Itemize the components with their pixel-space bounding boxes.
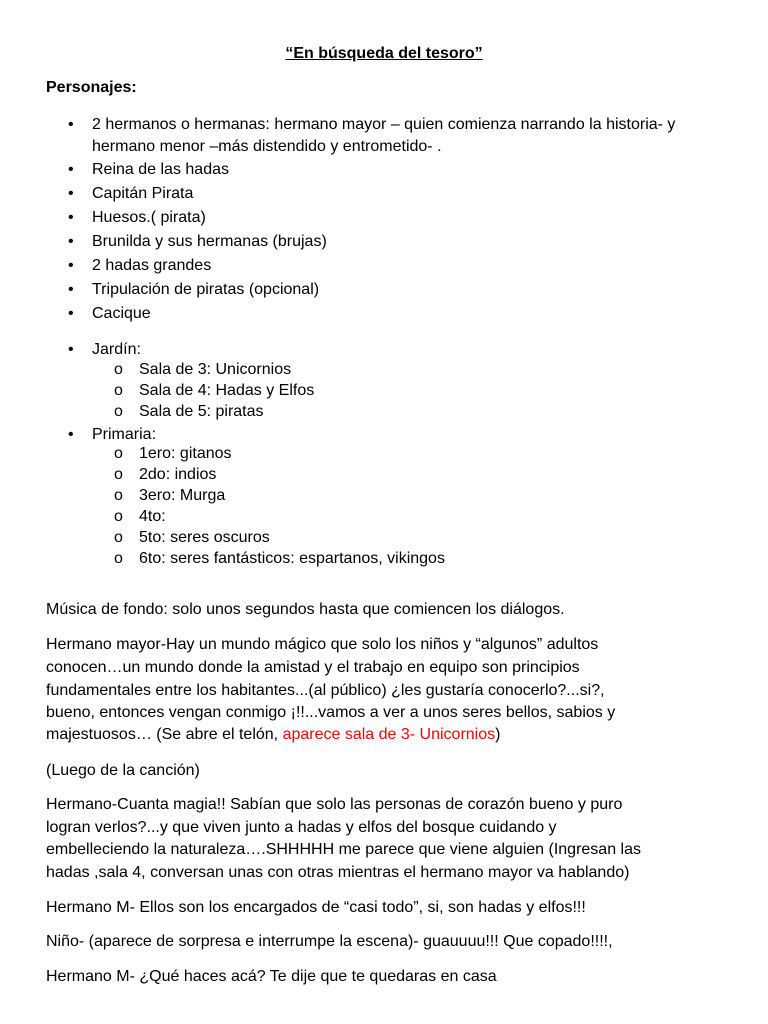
bullet-icon: • (68, 185, 74, 202)
text-line (46, 724, 726, 747)
list-item: Capitán Pirata (92, 185, 194, 202)
list-item: Brunilda y sus hermanas (brujas) (92, 233, 327, 250)
list-item: Huesos.( pirata) (92, 209, 206, 226)
bullet-icon: • (68, 116, 74, 133)
paragraph-fairies-elves: Hermano M- Ellos son los encargados de “casi todo”, si, son hadas y elfos!!! (46, 899, 586, 916)
text-line: conocen…un mundo donde la amistad y el trabajo en equipo son principios (46, 659, 580, 676)
sub-list-item: Sala de 5: piratas (139, 403, 264, 420)
bullet-icon: • (68, 341, 74, 358)
list-item: Cacique (92, 305, 151, 322)
bullet-icon: • (68, 426, 74, 443)
text-line: fundamentales entre los habitantes...(al público) ¿les gustaría conocerlo?...si?, (46, 682, 605, 699)
sub-list-item: 3ero: Murga (139, 487, 226, 504)
highlighted-stage-direction: aparece sala de 3- Unicornios (282, 726, 496, 743)
sub-bullet-icon: o (114, 466, 123, 483)
group-label: Jardín: (92, 341, 141, 358)
sub-list-item: Sala de 3: Unicornios (139, 361, 292, 378)
sub-list-item: 6to: seres fantásticos: espartanos, vikingos (139, 550, 445, 567)
sub-bullet-icon: o (114, 508, 123, 525)
sub-list-item: 4to: (139, 508, 166, 525)
group-label: Primaria: (92, 426, 157, 443)
paragraph-child-interrupts: Niño- (aparece de sorpresa e interrumpe la escena)- guauuuu!!! Que copado!!!!, (46, 933, 613, 950)
sub-bullet-icon: o (114, 403, 123, 420)
characters-heading: Personajes: (46, 79, 137, 96)
sub-bullet-icon: o (114, 382, 123, 399)
bullet-icon: • (68, 209, 74, 226)
text-line: embelleciendo la naturaleza….SHHHHH me parece que viene alguien (Ingresan las (46, 841, 641, 858)
text-line: Hermano mayor-Hay un mundo mágico que solo los niños y “algunos” adultos (46, 636, 599, 653)
paragraph-after-song: (Luego de la canción) (46, 762, 200, 779)
bullet-icon: • (68, 281, 74, 298)
text-segment: majestuosos… (Se abre el telón, (46, 726, 283, 743)
sub-bullet-icon: o (114, 550, 123, 567)
text-line: bueno, entonces vengan conmigo ¡!!...vamos a ver a unos seres bellos, sabios y (46, 704, 616, 721)
bullet-icon: • (68, 233, 74, 250)
list-item: Reina de las hadas (92, 161, 229, 178)
sub-bullet-icon: o (114, 445, 123, 462)
bullet-icon: • (68, 257, 74, 274)
text-line: logran verlos?...y que viven junto a hadas y elfos del bosque cuidando y (46, 819, 557, 836)
sub-list-item: 1ero: gitanos (139, 445, 232, 462)
text-line: Hermano-Cuanta magia!! Sabían que solo las personas de corazón bueno y puro (46, 796, 623, 813)
list-item: Tripulación de piratas (opcional) (92, 281, 320, 298)
list-item: 2 hadas grandes (92, 257, 212, 274)
document-title: “En búsqueda del tesoro” (285, 45, 483, 62)
paragraph-background-music: Música de fondo: solo unos segundos hasta que comiencen los diálogos. (46, 601, 565, 618)
sub-bullet-icon: o (114, 529, 123, 546)
bullet-icon: • (68, 305, 74, 322)
text-line: hadas ,sala 4, conversan unas con otras mientras el hermano mayor va hablando) (46, 864, 630, 881)
bullet-icon: • (68, 161, 74, 178)
text-segment: ) (495, 726, 501, 743)
sub-list-item: Sala de 4: Hadas y Elfos (139, 382, 315, 399)
paragraph-stay-home: Hermano M- ¿Qué haces acá? Te dije que te quedaras en casa (46, 968, 497, 985)
sub-list-item: 5to: seres oscuros (139, 529, 270, 546)
sub-bullet-icon: o (114, 487, 123, 504)
sub-list-item: 2do: indios (139, 466, 217, 483)
sub-bullet-icon: o (114, 361, 123, 378)
list-item: 2 hermanos o hermanas: hermano mayor – quien comienza narrando la historia- y hermano menor –más distendido y entrometido- . (92, 116, 676, 155)
